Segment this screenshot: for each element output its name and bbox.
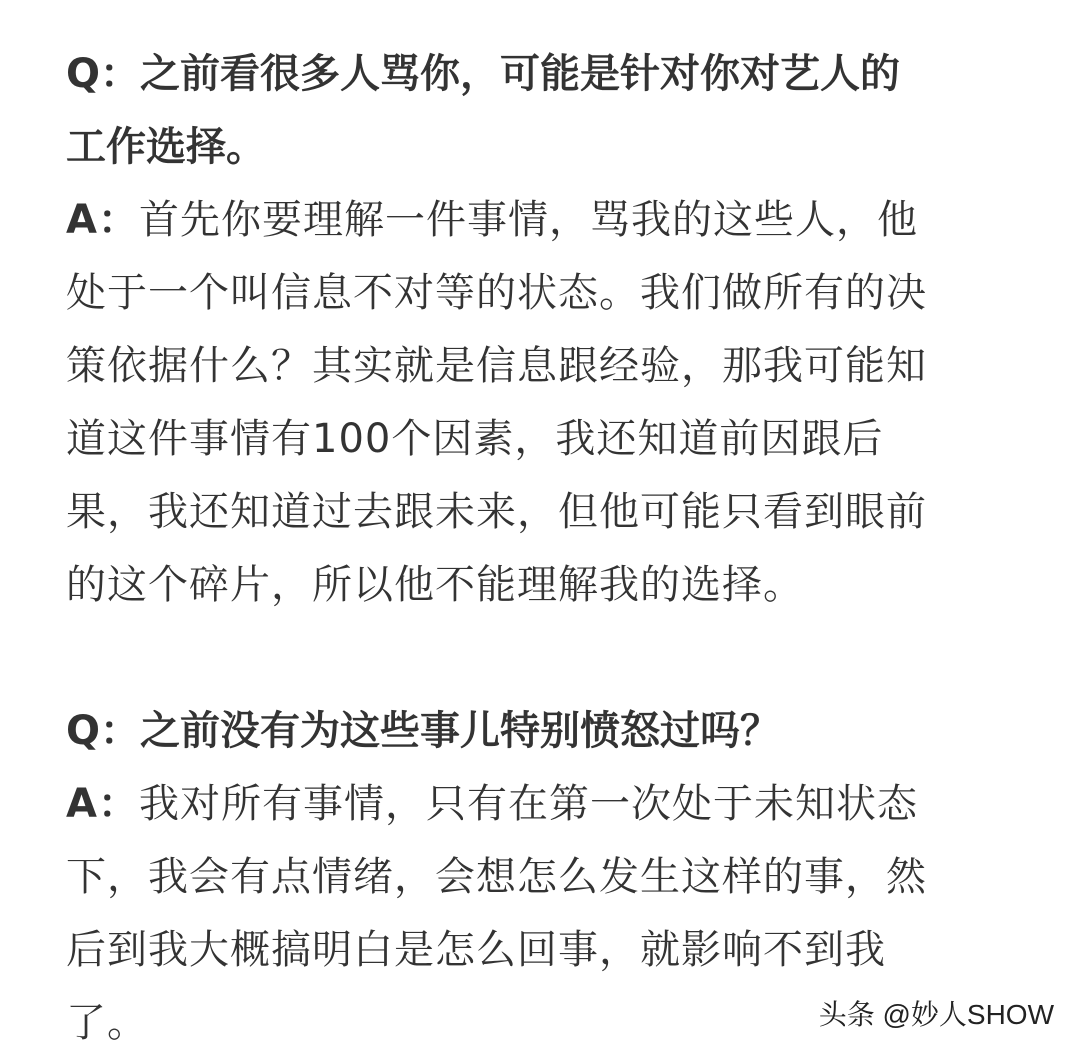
answer-2-text-1: 我对所有事情，只有在第一次处于未知状态 (138, 781, 918, 827)
qa-block-1 (66, 38, 1016, 622)
answer-1-line-5: 果，我还知道过去跟未来，但他可能只看到眼前 (66, 489, 927, 535)
answer-1-prefix: A： (66, 197, 139, 243)
answer-1-line-3: 策依据什么？其实就是信息跟经验，那我可能知 (66, 343, 927, 389)
source-watermark: 头条 @妙人SHOW (818, 999, 1054, 1030)
article-body (66, 38, 1016, 1060)
answer-2-line-2: 下，我会有点情绪，会想怎么发生这样的事，然 (66, 854, 927, 900)
question-1-line-2: 工作选择。 (66, 124, 266, 170)
answer-2-line-1 (66, 768, 1016, 841)
answer-1-text-1: 首先你要理解一件事情，骂我的这些人，他 (138, 197, 918, 243)
answer-2-line-3: 后到我大概搞明白是怎么回事，就影响不到我 (66, 927, 886, 973)
question-2-line-1: Q：之前没有为这些事儿特别愤怒过吗？ (66, 708, 781, 754)
answer-2-prefix: A： (66, 781, 139, 827)
answer-1-line-4: 道这件事情有100个因素，我还知道前因跟后 (66, 416, 884, 462)
answer-1-line-1 (66, 184, 1016, 257)
question-1-line-1: Q：之前看很多人骂你，可能是针对你对艺人的 (66, 51, 901, 97)
answer-2-line-4: 了。 (66, 1000, 148, 1046)
answer-1-line-6: 的这个碎片，所以他不能理解我的选择。 (66, 562, 804, 608)
answer-1-line-2: 处于一个叫信息不对等的状态。我们做所有的决 (66, 270, 927, 316)
